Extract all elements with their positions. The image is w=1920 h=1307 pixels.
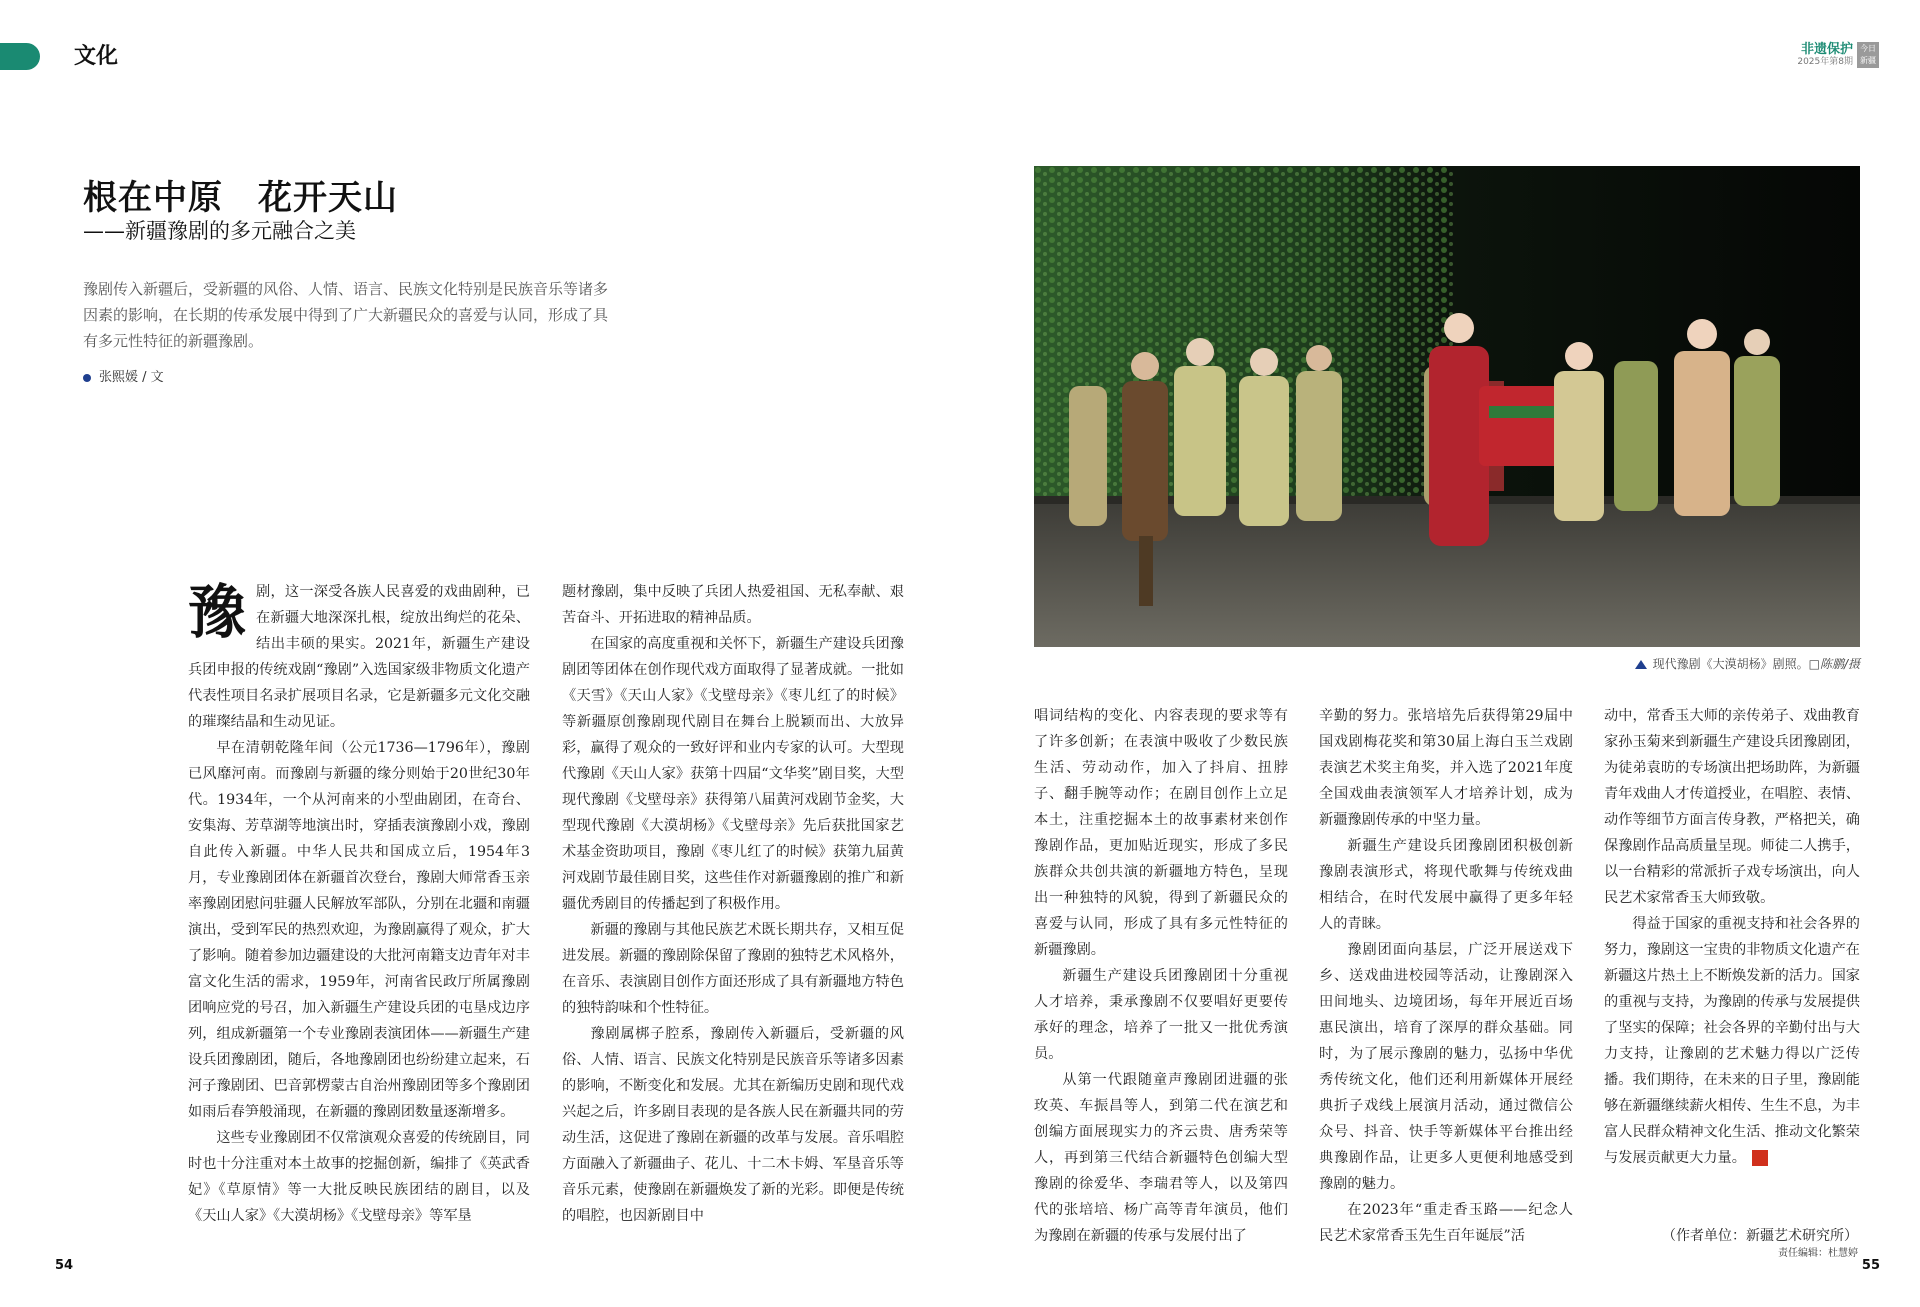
responsible-editor: 责任编辑：杜慧婷 xyxy=(1778,1248,1858,1259)
bullet-icon xyxy=(83,374,91,382)
paragraph: 新疆生产建设兵团豫剧团积极创新豫剧表演形式，将现代歌舞与传统戏曲相结合，在时代发展中赢得了更多年轻人的青睐。 xyxy=(1319,838,1573,932)
paragraph: 在2023年“重走香玉路——纪念人民艺术家常香玉先生百年诞辰”活 xyxy=(1319,1202,1573,1244)
column-5 xyxy=(1604,703,1860,1171)
end-mark-icon xyxy=(1752,1150,1768,1166)
page-number-right: 55 xyxy=(1861,1258,1880,1273)
paragraph: 新疆的豫剧与其他民族艺术既长期共存，又相互促进发展。新疆的豫剧除保留了豫剧的独特艺术风格外，在音乐、表演剧目创作方面还形成了具有新疆地方特色的独特韵味和个性特征。 xyxy=(562,922,904,1016)
column-3 xyxy=(1034,703,1288,1249)
column-4 xyxy=(1319,703,1573,1249)
column-2 xyxy=(562,579,904,1229)
magazine-brand xyxy=(1797,42,1879,68)
paragraph: 在国家的高度重视和关怀下，新疆生产建设兵团豫剧团等团体在创作现代戏方面取得了显著成就。一批如《天雪》《天山人家》《戈壁母亲》《枣儿红了的时候》等新疆原创豫剧现代剧目在舞台上脱颖而出、大放异彩，赢得了观众的一致好评和业内专家的认可。大型现代豫剧《天山人家》获第十四届“文华奖”剧目奖，大型现代豫剧《戈壁母亲》获得第八届黄河戏剧节金奖，大型现代豫剧《大漠胡杨》《戈壁母亲》先后获批国家艺术基金资助项目，豫剧《枣儿红了的时候》获第九届黄河戏剧节最佳剧目奖，这些佳作对新疆豫剧的推广和新疆优秀剧目的传播起到了积极作用。 xyxy=(562,636,904,912)
section-label: 文化 xyxy=(74,44,119,69)
byline xyxy=(83,366,164,385)
paragraph: 新疆生产建设兵团豫剧团十分重视人才培养，秉承豫剧不仅要唱好更要传承好的理念，培养了一批又一批优秀演员。 xyxy=(1034,968,1288,1062)
article-title: 根在中原 花开天山 xyxy=(83,178,398,218)
magazine-logo: 今日新疆 xyxy=(1857,42,1879,68)
paragraph: 这些专业豫剧团不仅常演观众喜爱的传统剧目，同时也十分注重对本土故事的挖掘创新，编排了《英武香妃》《草原情》等一大批反映民族团结的剧目，以及《天山人家》《大漠胡杨》《戈壁母亲》等军垦 xyxy=(188,1130,530,1224)
paragraph: 唱词结构的变化、内容表现的要求等有了许多创新；在表演中吸收了少数民族生活、劳动动作，加入了抖肩、扭脖子、翻手腕等动作；在剧目创作上立足本土，注重挖掘本土的故事素材来创作豫剧作品，更加贴近现实，形成了多民族群众共创共演的新疆地方特色，呈现出一种独特的风貌，得到了新疆民众的喜爱与认同，形成了具有多元性特征的新疆豫剧。 xyxy=(1034,708,1288,958)
paragraph: 豫剧属梆子腔系，豫剧传入新疆后，受新疆的风俗、人情、语言、民族文化特别是民族音乐等诸多因素的影响，不断变化和发展。尤其在新编历史剧和现代戏兴起之后，许多剧目表现的是各族人民在新疆共同的劳动生活，这促进了豫剧在新疆的改革与发展。音乐唱腔方面融入了新疆曲子、花儿、十二木卡姆、军垦音乐等音乐元素，使豫剧在新疆焕发了新的光彩。即便是传统的唱腔，也因新剧目中 xyxy=(562,1026,904,1224)
paragraph xyxy=(1604,911,1860,1171)
column-1 xyxy=(188,579,530,1229)
drop-cap: 豫 xyxy=(188,578,247,646)
brand-name: 非遗保护 xyxy=(1800,42,1853,57)
author: 张熙媛 / 文 xyxy=(99,370,164,385)
issue-number: 2025年第8期 xyxy=(1797,57,1853,67)
caption-triangle-icon xyxy=(1635,660,1647,669)
paragraph-text: 得益于国家的重视支持和社会各界的努力，豫剧这一宝贵的非物质文化遗产在新疆这片热土上不断焕发新的活力。国家的重视与支持，为豫剧的传承与发展提供了坚实的保障；社会各界的辛勤付出与大力支持，让豫剧的艺术魅力得以广泛传播。我们期待，在未来的日子里，豫剧能够在新疆继续薪火相传、生生不息，为丰富人民群众精神文化生活、推动文化繁荣与发展贡献更大力量。 xyxy=(1604,916,1860,1166)
article-lead: 豫剧传入新疆后，受新疆的风俗、人情、语言、民族文化特别是民族音乐等诸多因素的影响，在长期的传承发展中得到了广大新疆民众的喜爱与认同，形成了具有多元性特征的新疆豫剧。 xyxy=(83,280,609,350)
stage-photo xyxy=(1034,166,1860,647)
paragraph: 剧，这一深受各族人民喜爱的戏曲剧种，已在新疆大地深深扎根，绽放出绚烂的花朵、结出丰硕的果实。2021年，新疆生产建设兵团申报的传统戏剧“豫剧”入选国家级非物质文化遗产代表性项目名录扩展项目名录，它是新疆多元文化交融的璀璨结晶和生动见证。 xyxy=(188,584,530,730)
paragraph: 从第一代跟随童声豫剧团进疆的张玫英、车振昌等人，到第二代在演艺和创编方面展现实力的齐云贵、唐秀荣等人，再到第三代结合新疆特色创编大型豫剧的徐爱华、李瑞君等人，以及第四代的张培培、杨广高等青年演员，他们为豫剧在新疆的传承与发展付出了 xyxy=(1034,1072,1288,1244)
paragraph: 辛勤的努力。张培培先后获得第29届中国戏剧梅花奖和第30届上海白玉兰戏剧表演艺术奖主角奖，并入选了2021年度全国戏曲表演领军人才培养计划，成为新疆豫剧传承的中坚力量。 xyxy=(1319,708,1573,828)
photo-caption xyxy=(1635,655,1860,672)
paragraph: 早在清朝乾隆年间（公元1736—1796年），豫剧已风靡河南。而豫剧与新疆的缘分则始于20世纪30年代。1934年，一个从河南来的小型曲剧团，在奇台、安集海、芳草湖等地演出时，穿插表演豫剧小戏，豫剧自此传入新疆。中华人民共和国成立后，1954年3月，专业豫剧团体在新疆首次登台，豫剧大师常香玉亲率豫剧团慰问驻疆人民解放军部队，分别在北疆和南疆演出，受到军民的热烈欢迎，为豫剧赢得了观众，扩大了影响。随着参加边疆建设的大批河南籍支边青年对丰富文化生活的需求，1959年，河南省民政厅所属豫剧团响应党的号召，加入新疆生产建设兵团的屯垦戍边序列，组成新疆第一个专业豫剧表演团体——新疆生产建设兵团豫剧团，随后，各地豫剧团也纷纷建立起来，石河子豫剧团、巴音郭楞蒙古自治州豫剧团等多个豫剧团如雨后春笋般涌现，在新疆的豫剧团数量逐渐增多。 xyxy=(188,740,530,1120)
section-tab xyxy=(0,43,40,70)
caption-text: 现代豫剧《大漠胡杨》剧照。 xyxy=(1652,657,1809,671)
paragraph: 动中，常香玉大师的亲传弟子、戏曲教育家孙玉菊来到新疆生产建设兵团豫剧团，为徒弟袁昉的专场演出把场助阵，为新疆青年戏曲人才传道授业，在唱腔、表情、动作等细节方面言传身教，严格把关，确保豫剧作品高质量呈现。师徒二人携手，以一台精彩的常派折子戏专场演出，向人民艺术家常香玉大师致敬。 xyxy=(1604,708,1860,906)
paragraph: 题材豫剧，集中反映了兵团人热爱祖国、无私奉献、艰苦奋斗、开拓进取的精神品质。 xyxy=(562,584,904,626)
author-affiliation: （作者单位：新疆艺术研究所） xyxy=(1662,1228,1858,1244)
article-subtitle: ——新疆豫剧的多元融合之美 xyxy=(83,219,356,243)
photo-credit: □陈鹏/摄 xyxy=(1808,657,1860,671)
paragraph: 豫剧团面向基层，广泛开展送戏下乡、送戏曲进校园等活动，让豫剧深入田间地头、边境团场，每年开展近百场惠民演出，培育了深厚的群众基础。同时，为了展示豫剧的魅力，弘扬中华优秀传统文化，他们还利用新媒体开展经典折子戏线上展演月活动，通过微信公众号、抖音、快手等新媒体平台推出经典豫剧作品，让更多人更便利地感受到豫剧的魅力。 xyxy=(1319,942,1573,1192)
page-number-left: 54 xyxy=(55,1258,74,1273)
